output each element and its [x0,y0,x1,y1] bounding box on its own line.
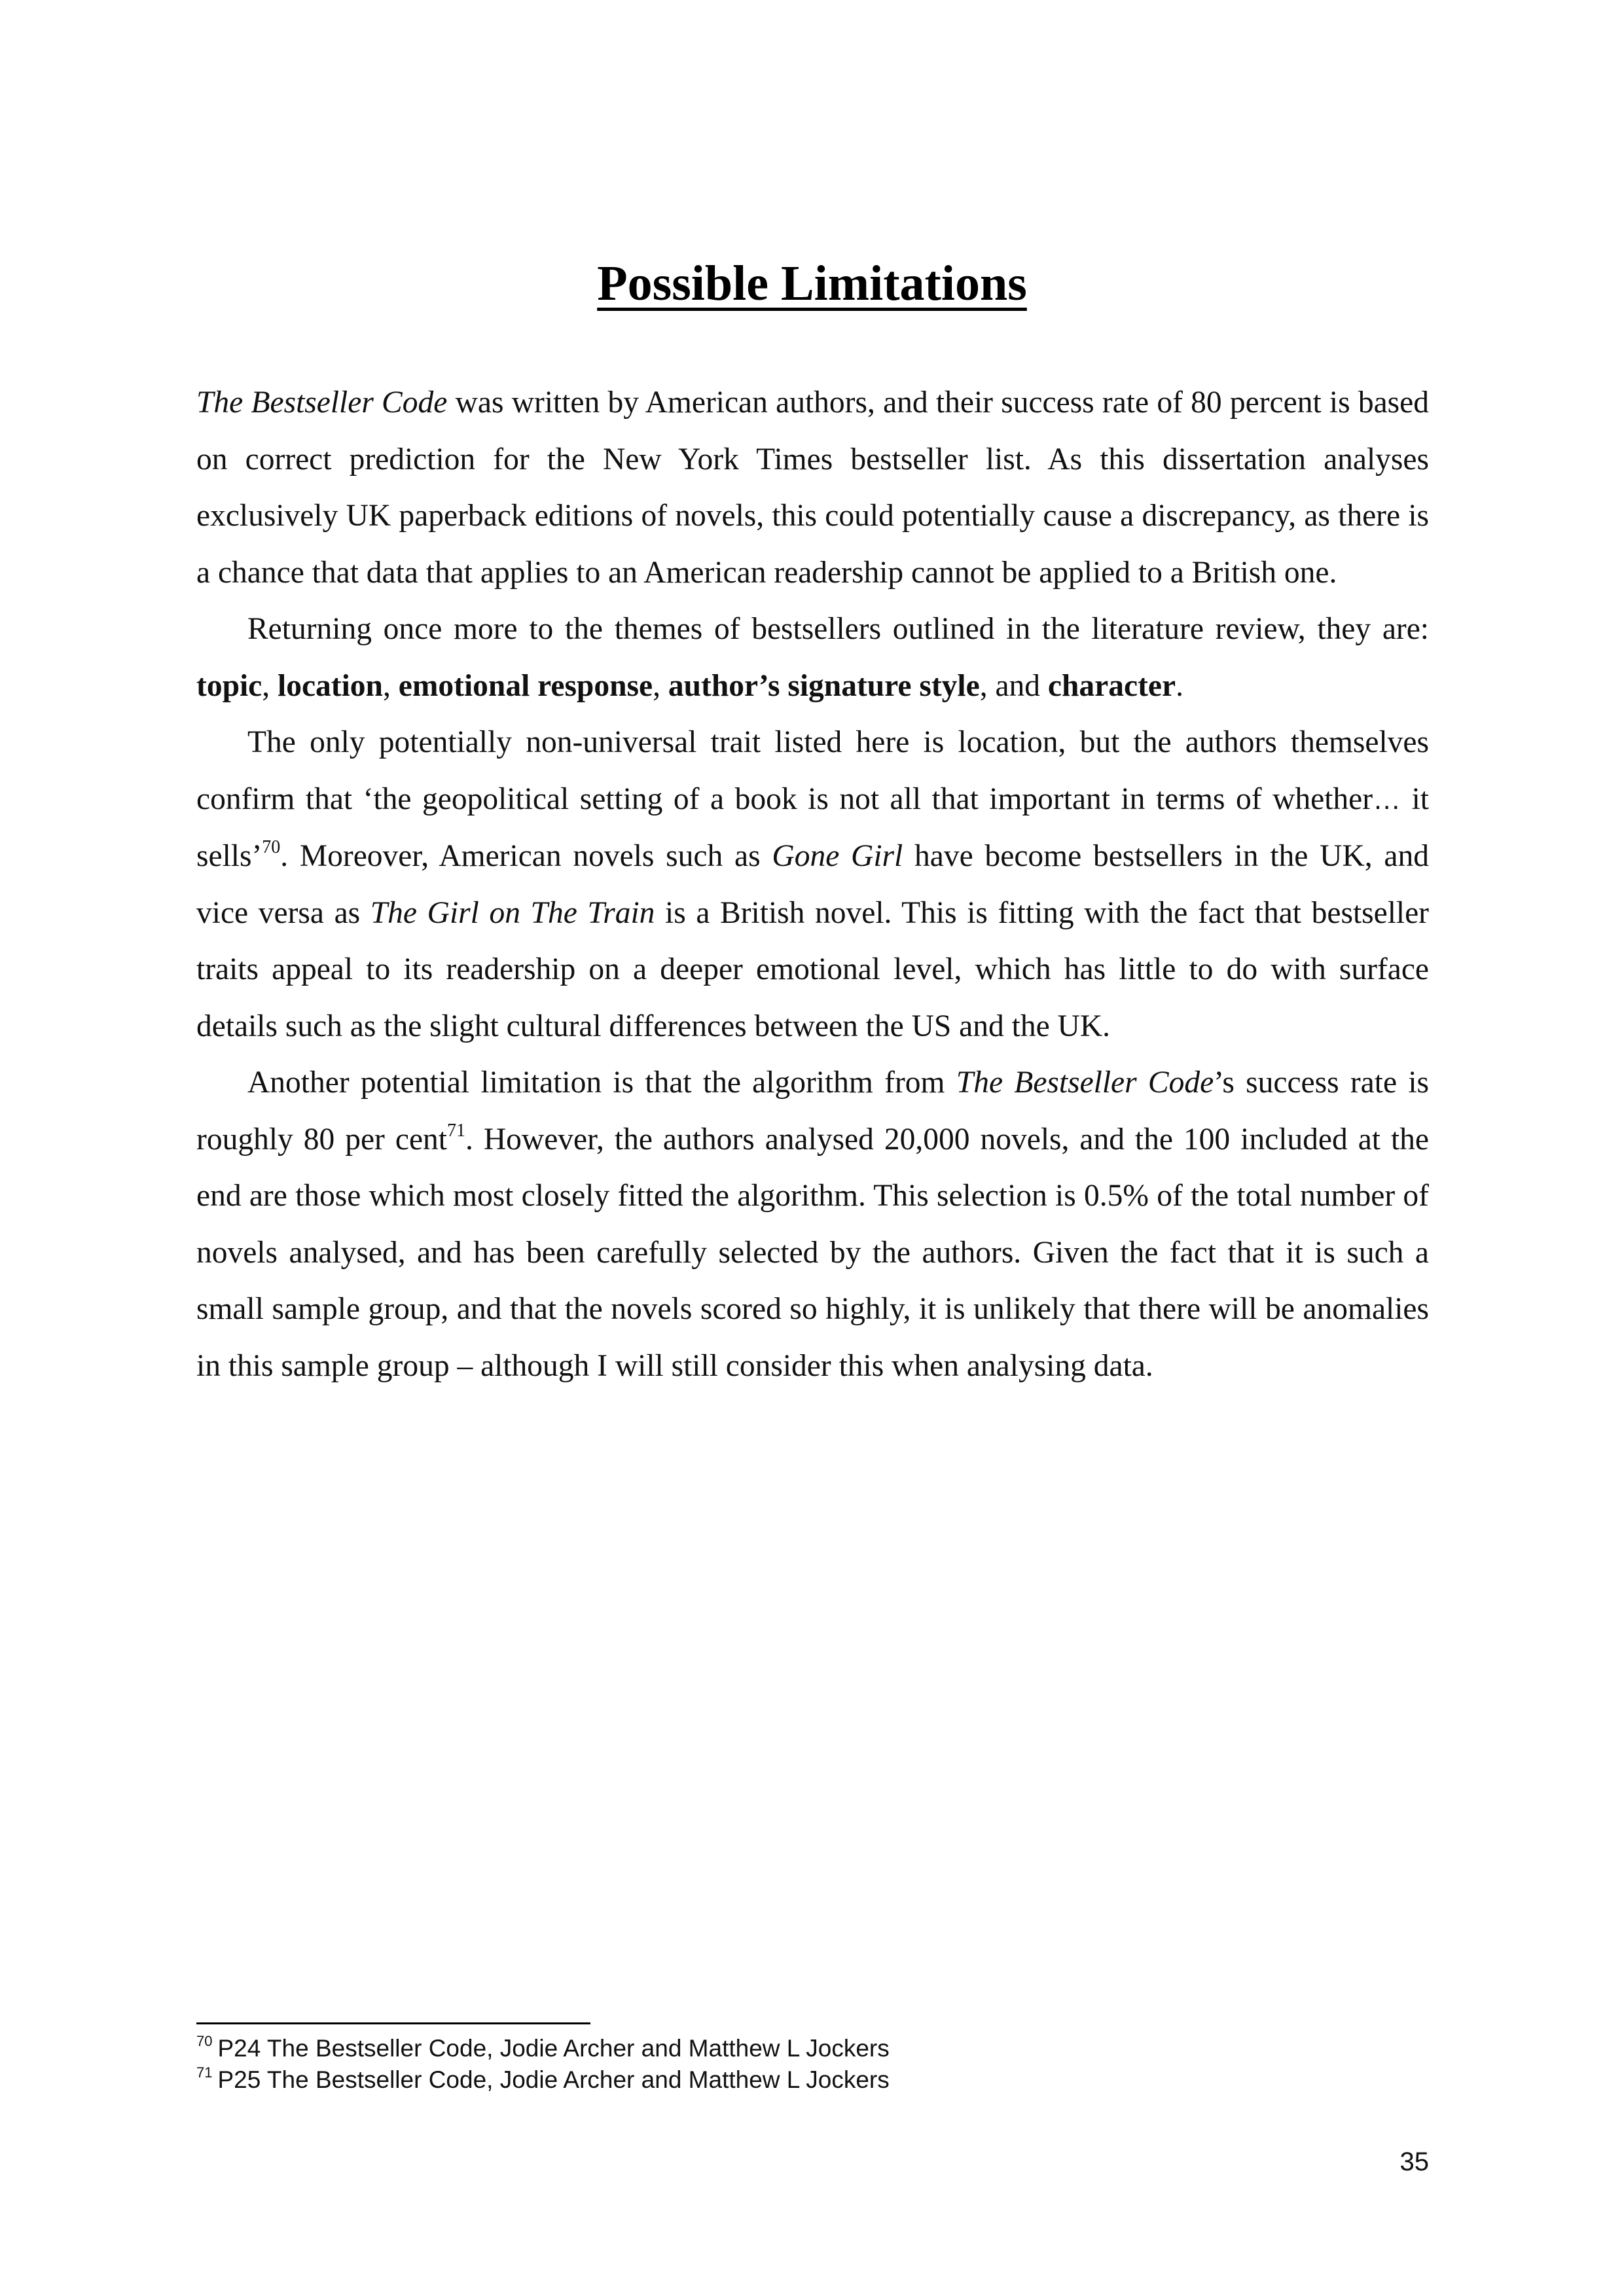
paragraph-4: Another potential limitation is that the algorithm from The Bestseller Code’s success rate is roughly 80 per cent$^{71}$. However, the authors analysed 20,000 novels, and the 100 included at the end are those which most closely fitted the algorithm. This selection is 0.5% of the total number of novels analysed, and has been carefully selected by the authors. Given the fact that it is such a small sample group, and that the novels scored so highly, it is unlikely that there will be anomalies in this sample group – although I will still consider this when analysing data. [196,1066,1430,1383]
footnotes [196,2033,1244,2096]
paragraph-3: The only potentially non-universal trait listed here is location, but the authors themselves confirm that ‘the geopolitical setting of a book is not all that important in terms of whether… it sells’$^{70}$. Moreover, American novels such as Gone Girl have become bestsellers in the UK, and vice versa as The Girl on The Train is a British novel. This is fitting with the fact that bestseller traits appeal to its readership on a deeper emotional level, which has little to do with surface details such as the slight cultural differences between the US and the UK. [196,725,1429,1043]
book-title: The Bestseller Code [196,386,448,420]
paragraph-1 [196,374,1429,601]
paragraph-2: Returning once more to the themes of bestsellers outlined in the literature review, they are: topic, location, emotional response, author’s signature style, and character. [196,612,1429,703]
ellipsis: … [1373,783,1401,816]
paragraph-text: Returning once more to the themes of bestsellers outlined in the literature review, they are: [247,612,1429,646]
footnote-ref-70[interactable]: 70 [262,837,281,857]
footnote [196,2064,1244,2096]
theme-location: location [278,668,383,703]
theme-signature-style: author’s signature style [668,668,980,703]
paragraph-text: Another potential limitation is that the algorithm from [247,1066,956,1100]
section-title: Possible Limitations [597,256,1027,311]
footnote-number: 70 [196,2033,213,2049]
footnote-number: 71 [196,2064,213,2081]
book-title: The Bestseller Code [956,1066,1214,1100]
footnote-text: P24 The Bestseller Code, Jodie Archer and Matthew L Jockers [217,2035,890,2062]
paragraph-text: was written by American authors, and their success rate of 80 percent is based on correct prediction for the New York Times bestseller list. As this dissertation analyses exclusively UK paperback editions of novels, this could potentially cause a discrepancy, as there is a chance that data that applies to an American readership cannot be applied to a British one. [196,386,1429,590]
theme-character: character [1047,668,1176,703]
theme-emotional-response: emotional response [398,668,653,703]
footnote-text: P25 The Bestseller Code, Jodie Archer and Matthew L Jockers [217,2066,890,2093]
page-number: 35 [1399,2147,1429,2176]
body-text [196,374,1429,1394]
footnote-ref-71[interactable]: 71 [446,1120,465,1141]
book-title: The Girl on The Train [370,895,655,930]
footnote [196,2033,1244,2064]
theme-topic: topic [196,668,262,703]
paragraph-text: The only potentially non-universal trait listed here is location, but the authors themselves confirm that ‘the geopolitical setting of a book is not all that important in terms of whether [196,725,1429,816]
book-title: Gone Girl [772,839,903,873]
footnote-separator [196,2022,590,2024]
